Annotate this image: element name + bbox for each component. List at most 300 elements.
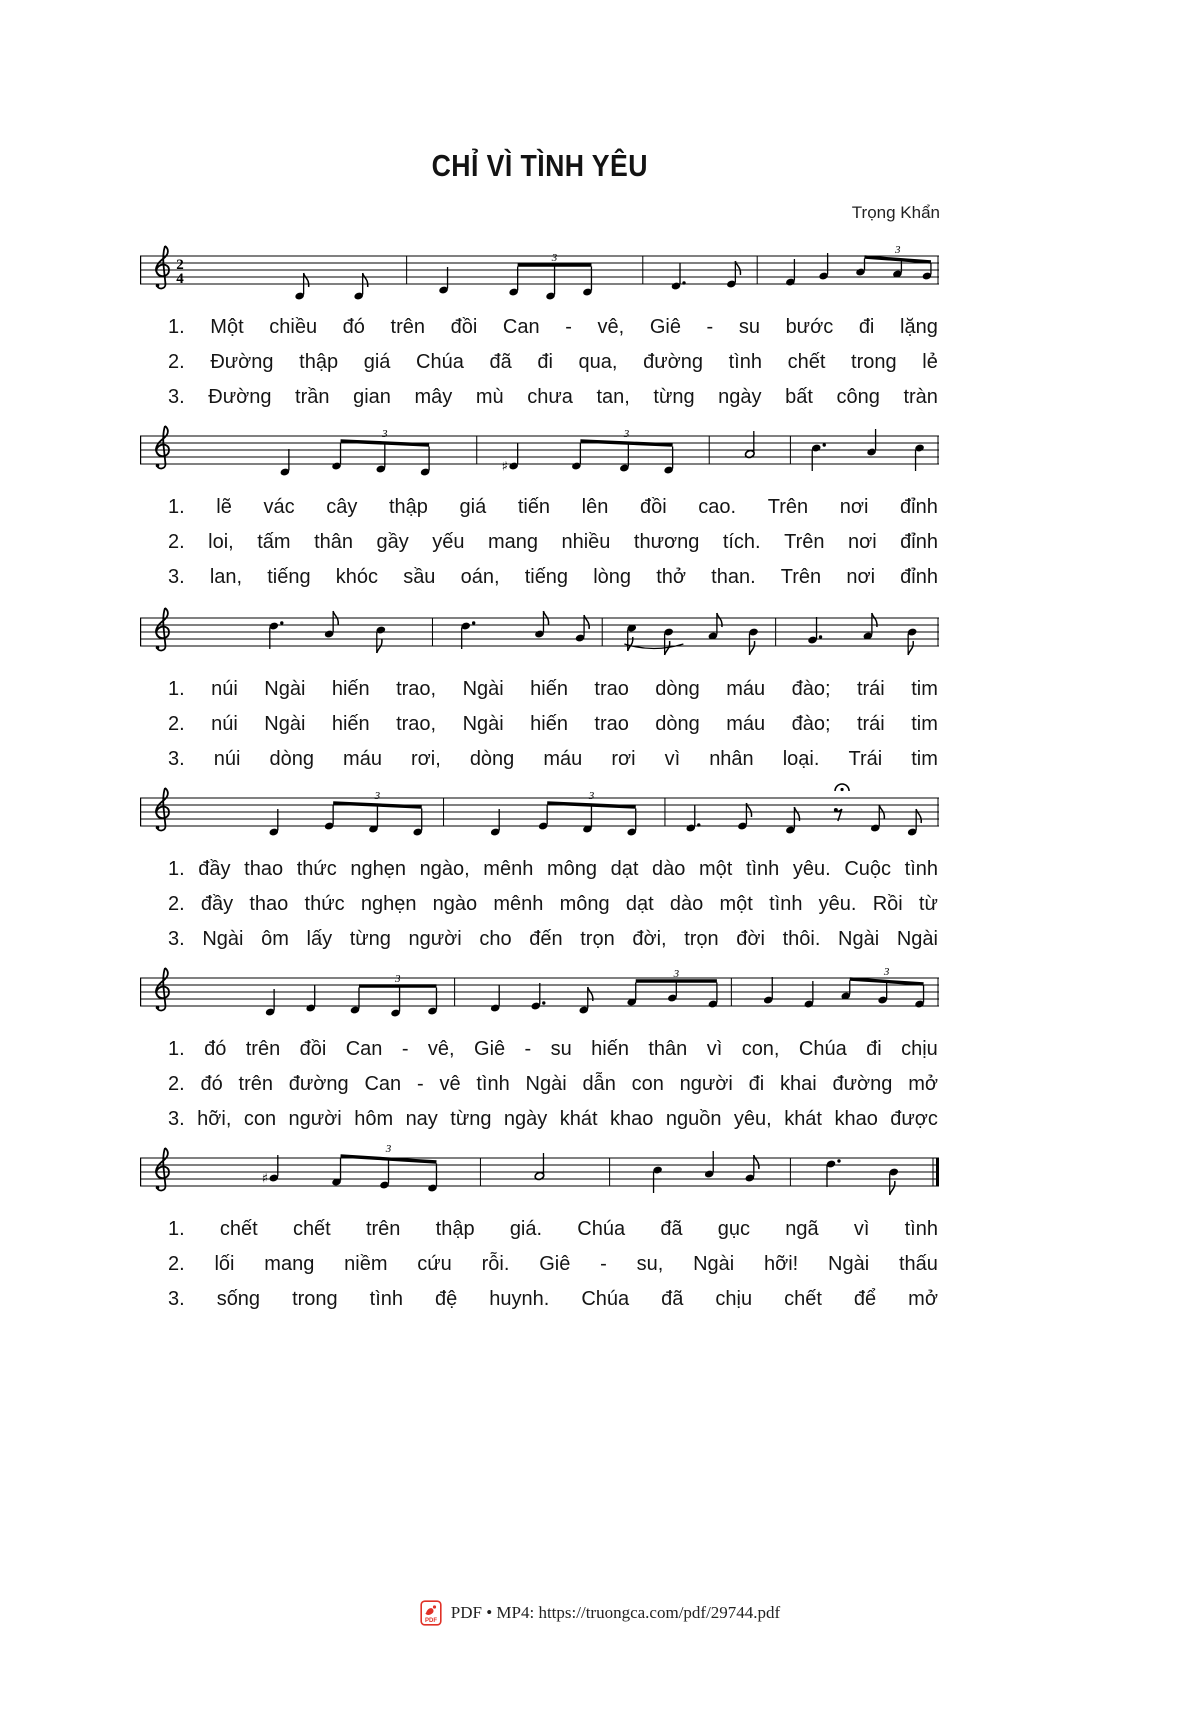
lyric-word: người <box>408 928 462 950</box>
staff <box>140 1138 940 1212</box>
note <box>265 989 275 1016</box>
lyric-word: Can <box>364 1073 402 1095</box>
lyric-word: sầu <box>403 566 436 588</box>
lyric-word: tim <box>911 713 938 735</box>
lyric-word: khai <box>780 1073 817 1095</box>
lyric-word: tiếng <box>267 566 311 588</box>
lyric-word: trái <box>856 678 885 700</box>
lyric-word: Ngài <box>462 678 504 700</box>
lyric-word: chịu <box>715 1288 753 1310</box>
lyric-word: vì <box>853 1218 870 1240</box>
triplet-beam-group <box>331 1143 437 1192</box>
svg-text:4: 4 <box>176 271 184 287</box>
lyric-line <box>168 856 938 882</box>
lyric-word: thao <box>249 893 289 915</box>
note <box>663 628 673 655</box>
lyric-word: oán, <box>460 566 500 588</box>
lyric-word: để <box>853 1288 877 1310</box>
lyric-word: trên <box>238 1073 273 1095</box>
lyric-word: chưa <box>527 386 573 408</box>
lyric-word: - <box>600 1253 607 1275</box>
lyric-word: dào <box>669 893 704 915</box>
lyric-line <box>168 1286 938 1312</box>
lyric-word: tràn <box>903 386 938 408</box>
lyric-word: được <box>890 1108 938 1130</box>
lyric-word: dào <box>652 858 686 880</box>
note <box>907 809 921 836</box>
lyric-word: chết <box>219 1218 258 1240</box>
lyric-word: lan, <box>209 566 243 588</box>
music-system <box>140 598 940 780</box>
lyric-word: giá. <box>509 1218 543 1240</box>
lyric-word: đầy <box>198 858 231 880</box>
lyric-word: hỡi! <box>764 1253 799 1275</box>
lyric-word: 2. <box>168 531 185 553</box>
lyric-word: thập <box>435 1218 475 1240</box>
lyric-word: trần <box>295 386 330 408</box>
lyric-word: trọn <box>684 928 719 950</box>
lyric-word: lặng <box>900 316 938 338</box>
lyric-word: thập <box>299 351 339 373</box>
triplet-number: 3 <box>673 968 680 980</box>
lyric-line <box>168 746 938 772</box>
lyric-line <box>168 529 938 555</box>
lyric-word: tích. <box>722 531 761 553</box>
lyric-word: từng <box>349 928 391 950</box>
triplet-number: 3 <box>394 973 401 985</box>
lyric-word: dòng <box>655 678 700 700</box>
lyric-line <box>168 1216 938 1242</box>
lyric-word: nhiều <box>561 531 611 553</box>
triplet-beam-group <box>841 966 925 1008</box>
lyric-word: Cuộc <box>844 858 892 880</box>
lyric-word: mênh <box>483 858 534 880</box>
treble-clef-icon <box>156 608 169 650</box>
lyric-word: đào; <box>791 713 831 735</box>
triplet-number: 3 <box>551 252 558 264</box>
lyric-word: khao <box>610 1108 654 1130</box>
note <box>785 807 799 834</box>
lyric-word: nay <box>405 1108 438 1130</box>
lyric-line <box>168 384 938 410</box>
lyric-word: rơi <box>611 748 636 770</box>
lyric-word: mở <box>908 1073 938 1095</box>
lyric-word: lối <box>214 1253 235 1275</box>
staff <box>140 416 940 490</box>
lyric-word: núi <box>211 678 238 700</box>
lyric-word: su <box>738 316 760 338</box>
fermata-icon <box>835 784 849 791</box>
lyric-word: yêu. <box>792 858 831 880</box>
lyric-word: Trên <box>780 566 822 588</box>
lyric-word: mang <box>487 531 538 553</box>
lyric-word: 3. <box>168 1288 185 1310</box>
lyric-word: rỗi. <box>481 1253 510 1275</box>
lyric-line <box>168 1071 938 1097</box>
music-system <box>140 236 940 418</box>
note <box>907 628 917 655</box>
lyric-word: đầy <box>200 893 234 915</box>
lyric-word: thở <box>656 566 686 588</box>
lyric-word: đào; <box>791 678 831 700</box>
note <box>745 431 755 458</box>
lyric-word: lẽ <box>216 496 232 518</box>
lyric-word: trao, <box>396 713 437 735</box>
lyric-word: tình <box>728 351 762 373</box>
lyric-word: - <box>401 1038 409 1060</box>
lyric-word: 2. <box>168 351 185 373</box>
lyric-word: thân <box>314 531 353 553</box>
lyric-word: đường <box>643 351 703 373</box>
lyric-word: Ngài <box>693 1253 735 1275</box>
lyric-word: giá <box>459 496 487 518</box>
lyric-word: thao <box>244 858 284 880</box>
composer-name: Trọng Khẩn <box>851 203 940 222</box>
lyric-word: 3. <box>168 928 185 950</box>
lyric-word: trao, <box>396 678 437 700</box>
lyric-line <box>168 676 938 702</box>
lyric-word: tình <box>769 893 803 915</box>
lyric-word: trên <box>245 1038 281 1060</box>
staff <box>140 778 940 852</box>
lyric-word: Trên <box>767 496 809 518</box>
lyric-word: hôm <box>354 1108 394 1130</box>
lyric-word: Ngài <box>202 928 244 950</box>
lyric-word: chiều <box>269 316 318 338</box>
lyric-word: loại. <box>782 748 820 770</box>
lyric-line <box>168 314 938 340</box>
lyric-word: mở <box>908 1288 938 1310</box>
lyric-line <box>168 711 938 737</box>
music-system <box>140 958 940 1140</box>
lyric-word: đỉnh <box>900 531 938 553</box>
lyric-word: đã <box>661 1288 684 1310</box>
lyric-word: tình <box>369 1288 404 1310</box>
lyric-word: hiến <box>591 1038 629 1060</box>
lyric-word: lấy <box>306 928 333 950</box>
lyric-word: 2. <box>168 1073 185 1095</box>
lyric-word: máu <box>343 748 382 770</box>
music-system <box>140 416 940 598</box>
lyric-word: 1. <box>168 678 185 700</box>
lyric-word: thương <box>633 531 700 553</box>
lyric-word: đời, <box>632 928 667 950</box>
treble-clef-icon <box>156 246 169 288</box>
lyric-word: hiến <box>331 713 370 735</box>
lyric-word: bất <box>785 386 813 408</box>
lyric-word: lên <box>581 496 609 518</box>
lyric-word: - <box>416 1073 424 1095</box>
lyric-word: than. <box>711 566 756 588</box>
lyric-line <box>168 1251 938 1277</box>
lyric-word: Ngài <box>828 1253 870 1275</box>
lyric-word: cứu <box>417 1253 452 1275</box>
lyric-word: trái <box>856 713 885 735</box>
note <box>807 617 822 644</box>
lyric-word: nơi <box>839 496 869 518</box>
lyric-word: 3. <box>168 1108 185 1130</box>
note <box>818 253 828 280</box>
lyric-word: đã <box>660 1218 683 1240</box>
lyric-word: một <box>719 893 753 915</box>
lyric-word: đi <box>858 316 875 338</box>
note <box>863 613 877 640</box>
triplet-beam-group <box>324 790 423 836</box>
treble-clef-icon <box>156 968 169 1010</box>
time-signature <box>176 257 184 287</box>
lyric-word: Ngài <box>462 713 504 735</box>
note <box>763 977 773 1004</box>
lyric-word: con <box>631 1073 664 1095</box>
lyric-word: trên <box>365 1218 401 1240</box>
lyric-word: chết <box>784 1288 822 1310</box>
triplet-number: 3 <box>374 790 381 802</box>
lyric-word: thức <box>304 893 345 915</box>
lyric-word: chịu <box>901 1038 938 1060</box>
lyric-word: cao. <box>698 496 737 518</box>
note <box>502 443 519 475</box>
treble-clef-icon <box>156 1148 169 1190</box>
lyric-word: từ <box>918 893 938 915</box>
lyric-word: dẫn <box>582 1073 616 1095</box>
lyric-word: đời <box>736 928 765 950</box>
note <box>748 628 758 655</box>
lyric-word: Giê <box>539 1253 571 1275</box>
lyric-word: 3. <box>168 566 185 588</box>
lyric-line <box>168 349 938 375</box>
staff <box>140 236 940 310</box>
page-title <box>140 148 940 184</box>
lyric-word: Can <box>345 1038 383 1060</box>
lyric-word: - <box>524 1038 532 1060</box>
pdf-link[interactable]: PDF • MP4: https://truongca.com/pdf/29744.pdf <box>450 1603 781 1622</box>
pdf-icon <box>420 1600 442 1626</box>
lyric-word: nơi <box>846 566 876 588</box>
lyric-word: máu <box>543 748 583 770</box>
lyric-word: đi <box>748 1073 765 1095</box>
lyric-word: gục <box>717 1218 751 1240</box>
triplet-beam-group <box>350 973 438 1017</box>
lyric-word: núi <box>211 713 238 735</box>
lyric-word: cho <box>479 928 512 950</box>
lyric-word: đi <box>866 1038 882 1060</box>
lyric-word: hiến <box>530 678 568 700</box>
lyric-word: mênh <box>493 893 544 915</box>
lyric-word: đệ <box>435 1288 458 1310</box>
note <box>745 1155 759 1182</box>
lyric-word: vì <box>664 748 681 770</box>
lyric-word: Đường <box>208 386 272 408</box>
lyric-word: máu <box>726 713 766 735</box>
lyric-word: 1. <box>168 496 185 518</box>
lyric-word: 1. <box>168 1038 185 1060</box>
lyric-word: dạt <box>625 893 654 915</box>
note <box>280 449 290 476</box>
lyric-word: 3. <box>168 748 185 770</box>
lyric-word: Ngài <box>264 678 306 700</box>
lyric-word: su, <box>636 1253 664 1275</box>
triplet-number: 3 <box>382 428 388 440</box>
lyric-word: 3. <box>168 386 185 408</box>
lyric-word: vê <box>439 1073 461 1095</box>
svg-text:♯: ♯ <box>261 1171 269 1187</box>
lyric-word: tim <box>911 748 938 770</box>
lyric-word: con, <box>741 1038 780 1060</box>
lyric-word: thức <box>296 858 337 880</box>
triplet-number: 3 <box>385 1143 392 1155</box>
lyric-word: con <box>243 1108 277 1130</box>
lyric-word: ngày <box>718 386 762 408</box>
lyric-word: khát <box>559 1108 598 1130</box>
lyric-word: ngày <box>503 1108 548 1130</box>
lyric-word: Chúa <box>577 1218 626 1240</box>
lyric-word: khao <box>834 1108 878 1130</box>
lyric-word: 1. <box>168 1218 185 1240</box>
lyric-word: đồi <box>639 496 667 518</box>
music-system <box>140 1138 940 1320</box>
lyric-word: tiếng <box>524 566 569 588</box>
lyric-word: máu <box>726 678 766 700</box>
lyric-word: 2. <box>168 893 185 915</box>
lyric-line <box>168 926 938 952</box>
lyric-word: nhân <box>709 748 754 770</box>
staff <box>140 598 940 672</box>
lyric-word: vê, <box>427 1038 455 1060</box>
lyric-word: tình <box>476 1073 510 1095</box>
lyric-word: tình <box>904 1218 938 1240</box>
song-title-text: CHỈ VÌ TÌNH YÊU <box>431 148 649 183</box>
lyric-word: mông <box>559 893 610 915</box>
lyric-word: đó <box>342 316 365 338</box>
lyric-word: dạt <box>610 858 639 880</box>
lyric-word: trong <box>851 351 897 373</box>
lyric-word: tan, <box>596 386 630 408</box>
lyric-word: gian <box>353 386 391 408</box>
lyric-word: cây <box>326 496 358 518</box>
triplet-beam-group <box>627 968 719 1008</box>
lyric-word: gầy <box>376 531 409 553</box>
lyric-word: đến <box>529 928 563 950</box>
footer <box>0 1600 1200 1626</box>
lyric-word: đường <box>288 1073 349 1095</box>
triplet-number: 3 <box>894 244 901 256</box>
triplet-number: 3 <box>588 790 595 802</box>
lyric-word: mù <box>475 386 504 408</box>
lyric-word: nghẹn <box>360 893 417 915</box>
lyric-word: thôi. <box>782 928 821 950</box>
treble-clef-icon <box>156 426 169 468</box>
lyric-word: dòng <box>269 748 314 770</box>
triplet-beam-group <box>538 790 637 836</box>
lyric-word: Can <box>502 316 540 338</box>
triplet-beam-group <box>331 428 430 476</box>
note <box>269 809 279 836</box>
lyric-word: công <box>836 386 880 408</box>
lyric-word: Giê <box>649 316 681 338</box>
lyric-word: 1. <box>168 858 185 880</box>
note <box>708 613 722 640</box>
lyric-word: thân <box>648 1038 688 1060</box>
lyric-word: chết <box>292 1218 331 1240</box>
lyric-word: dòng <box>655 713 700 735</box>
lyric-word: người <box>679 1073 733 1095</box>
note <box>889 1168 899 1195</box>
lyric-word: ngào <box>432 893 478 915</box>
svg-text:PDF: PDF <box>424 1618 437 1624</box>
note <box>575 615 589 642</box>
triplet-beam-group <box>508 252 592 300</box>
lyric-word: Chúa <box>416 351 464 373</box>
lyric-word: trao <box>594 678 629 700</box>
svg-text:♯: ♯ <box>501 459 508 475</box>
lyric-word: nghẹn <box>350 858 407 880</box>
note <box>534 1153 544 1180</box>
lyric-word: Ngài <box>264 713 306 735</box>
lyric-word: vì <box>706 1038 723 1060</box>
lyric-word: ngào, <box>419 858 470 880</box>
note <box>490 809 500 836</box>
lyric-word: niềm <box>344 1253 388 1275</box>
lyric-word: tấm <box>257 531 291 553</box>
lyric-word: mang <box>264 1253 315 1275</box>
triplet-beam-group <box>571 428 674 474</box>
lyric-word: Đường <box>210 351 274 373</box>
lyric-word: yêu. <box>818 893 857 915</box>
lyric-line <box>168 494 938 520</box>
lyric-line <box>168 1106 938 1132</box>
lyric-word: khát <box>784 1108 822 1130</box>
triplet-number: 3 <box>623 428 630 440</box>
lyric-word: Ngài <box>896 928 938 950</box>
lyric-word: nơi <box>847 531 877 553</box>
lyric-line <box>168 1036 938 1062</box>
lyric-line <box>168 564 938 590</box>
lyric-word: Rồi <box>872 893 903 915</box>
note <box>438 267 448 294</box>
lyric-word: loi, <box>208 531 234 553</box>
lyric-word: thấu <box>898 1253 938 1275</box>
lyric-word: nguồn <box>665 1108 722 1130</box>
lyric-word: người <box>288 1108 342 1130</box>
svg-text:2: 2 <box>176 257 184 273</box>
lyric-word: Giê <box>474 1038 506 1060</box>
lyric-word: một <box>698 858 733 880</box>
lyric-word: rơi, <box>410 748 441 770</box>
lyric-word: yếu <box>432 531 465 553</box>
lyric-word: 2. <box>168 713 185 735</box>
lyric-word: tiến <box>517 496 551 518</box>
lyric-word: ôm <box>261 928 289 950</box>
lyric-word: yêu, <box>733 1108 772 1130</box>
lyric-word: trao <box>594 713 629 735</box>
lyric-word: vác <box>263 496 295 518</box>
lyric-word: su <box>550 1038 572 1060</box>
lyric-word: thập <box>388 496 428 518</box>
lyric-word: dòng <box>469 748 515 770</box>
note <box>579 987 593 1014</box>
lyric-word: 2. <box>168 1253 185 1275</box>
treble-clef-icon <box>156 788 169 830</box>
lyric-word: - <box>706 316 714 338</box>
lyric-word: trên <box>390 316 425 338</box>
lyric-line <box>168 891 938 917</box>
lyric-word: tình <box>745 858 780 880</box>
lyric-word: sống <box>216 1288 261 1310</box>
triplet-beam-group <box>855 244 932 280</box>
music-system <box>140 778 940 960</box>
lyric-word: đỉnh <box>900 496 938 518</box>
note <box>826 1159 841 1187</box>
